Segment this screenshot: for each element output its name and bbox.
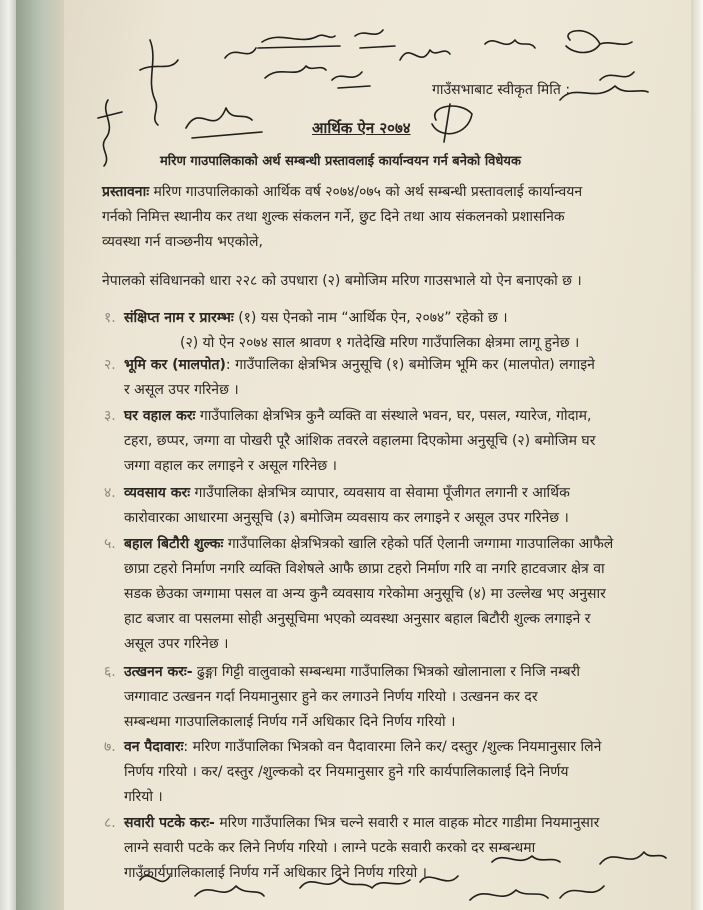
- section-line: असूल उपर गरिनेछ ।: [124, 636, 229, 652]
- signature-mid-center: [432, 104, 472, 142]
- section-heading: व्यवसाय करः: [124, 485, 191, 501]
- section-line: लाग्ने सवारी पटके कर लिने निर्णय गरियो । लाग्ने पटके सवारी करको दर सम्बन्धमा: [124, 840, 536, 856]
- section-number: ३.: [104, 408, 116, 424]
- signature-top-5: [355, 30, 395, 48]
- section-line: गाउँकार्यपालिकालाई निर्णय गर्ने अधिकार दिने निर्णय गरियो ।: [124, 865, 427, 881]
- section-line: : मरिण गाउँपालिका भित्रको वन पैदावारमा लिने कर/ दस्तुर /शुल्क नियमानुसार लिने: [183, 739, 602, 755]
- section-6: [124, 660, 580, 735]
- section-1: [124, 306, 579, 356]
- section-line: जग्गावाट उत्खनन गर्दा नियमानुसार हुने कर लगाउने निर्णय गरियो । उत्खनन कर दर: [124, 689, 538, 705]
- signature-mid-left: [186, 108, 262, 138]
- section-line: टहरा, छप्पर, जग्गा वा पोखरी पूरै आंशिक तवरले वहालमा दिएकोमा अनुसूचि (२) बमोजिम घर: [124, 433, 596, 449]
- section-line: गरियो ।: [124, 789, 163, 805]
- section-heading: वन पैदावारः: [124, 739, 184, 755]
- section-line: र असूल उपर गरिनेछ ।: [124, 382, 239, 398]
- section-line: गाउँपालिका क्षेत्रभित्र कुनै व्यक्ति वा संस्थाले भवन, घर, पसल, ग्यारेज, गोदाम,: [199, 408, 592, 424]
- section-4: [124, 481, 570, 531]
- section-line: मरिण गाउँपालिका भित्र चल्ने सवारी र माल वाहक मोटर गाडीमा नियमानुसार: [219, 815, 600, 831]
- signature-top-4: [265, 66, 326, 78]
- section-5: [124, 532, 613, 657]
- preamble-line: गर्नको निमित्त स्थानीय कर तथा शुल्क संकलन गर्ने, छुट दिने तथा आय संकलनको प्रशासनिक: [102, 209, 565, 225]
- section-number: ७.: [104, 739, 116, 755]
- section-number: ६.: [104, 664, 116, 680]
- section-number: २.: [104, 357, 116, 373]
- section-heading: बहाल बिटौरी शुल्कः: [124, 536, 224, 552]
- signature-top-2: [225, 48, 256, 58]
- preamble-paragraph: [102, 180, 582, 255]
- section-line: (२) यो ऐन २०७४ साल श्रावण १ गतेदेखि मरिण गाउँपालिका क्षेत्रमा लागू हुनेछ ।: [180, 335, 580, 351]
- section-line: छाप्रा टहरो निर्माण नगरि व्यक्ति विशेषले आफै छाप्रा टहरो निर्माण गरि वा नगरि हाटवजार क्षेत्र वा: [124, 561, 605, 577]
- bill-title: मरिण गाउपालिकाको अर्थ सम्बन्धी प्रस्तावलाई कार्यान्वयन गर्न बनेको विधेयक: [160, 154, 521, 169]
- section-line: : गाउँपालिका क्षेत्रभित्र अनुसूचि (१) बमोजिम भूमि कर (मालपोत) लगाइने: [225, 357, 595, 373]
- signature-top-1: [140, 40, 178, 125]
- section-heading: संक्षिप्त नाम र प्रारम्भः: [124, 310, 234, 326]
- signature-top-9: [566, 31, 632, 53]
- preamble-line: मरिण गाउपालिकाको आर्थिक वर्ष २०७४/०७५ को अर्थ सम्बन्धी प्रस्तावलाई कार्यान्वयन: [153, 184, 583, 200]
- preamble-label: प्रस्तावनाः: [102, 184, 150, 200]
- signature-top-3: [258, 35, 340, 48]
- section-7: [124, 735, 601, 810]
- approved-date-label: गाउँसभाबाट स्वीकृत मिति :: [432, 82, 571, 98]
- section-line: निर्णय गरियो । कर/ दस्तुर /शुल्कको दर नियमानुसार हुने गरि कार्यपालिकालाई दिने निर्णय: [124, 764, 569, 780]
- section-line: ढुङ्गा गिट्टी वालुवाको सम्बन्धमा गाउँपालिका भित्रको खोलानाला र निजि नम्बरी: [197, 664, 580, 680]
- signature-top-11: [600, 72, 634, 80]
- section-line: सम्बन्धमा गाउपालिकालाई निर्णय गर्ने अधिकार दिने निर्णय गरियो ।: [124, 714, 456, 730]
- section-line: जग्गा वहाल कर लगाइने र असूल गरिनेछ ।: [124, 458, 337, 474]
- section-line: कारोवारका आधारमा अनुसूचि (३) बमोजिम व्यवसाय कर लगाइने र असूल उपर गरिनेछ ।: [124, 510, 569, 526]
- act-title: आर्थिक ऐन २०७४: [312, 119, 411, 137]
- signature-top-8: [485, 40, 535, 48]
- section-line: (१) यस ऐनको नाम “आर्थिक ऐन, २०७४” रहेको छ ।: [238, 310, 508, 326]
- section-number: ४.: [104, 485, 116, 501]
- section-line: सडक छेउका जग्गामा पसल वा अन्य कुनै व्यवसाय गरेकोमा अनुसूचि (४) मा उल्लेख भए अनुसार: [124, 586, 606, 602]
- section-2: [124, 353, 595, 403]
- section-number: ५.: [104, 536, 116, 552]
- section-number: ८.: [104, 815, 116, 831]
- section-line: हाट बजार वा पसलमा सोही अनुसूचिमा भएको व्यवस्था अनुसार बहाल बिटौरी शुल्क लगाइने र: [124, 611, 591, 627]
- signature-top-10: [560, 86, 648, 100]
- section-8: [124, 811, 599, 886]
- section-heading: सवारी पटके करः-: [124, 815, 215, 831]
- section-line: गाउँपालिका क्षेत्रभित्रको खालि रहेको पर्ति ऐलानी जग्गामा गाउपालिका आफैले: [227, 536, 614, 552]
- section-number: १.: [104, 310, 116, 326]
- section-heading: भूमि कर (मालपोत): [124, 357, 226, 373]
- section-3: [124, 404, 595, 479]
- enactment-clause: नेपालको संविधानको धारा २२८ को उपधारा (२) बमोजिम मरिण गाउसभाले यो ऐन बनाएको छ ।: [102, 273, 582, 289]
- section-heading: उत्खनन करः-: [124, 664, 193, 680]
- signature-top-7: [400, 50, 450, 60]
- section-heading: घर वहाल करः: [124, 408, 196, 424]
- signature-top-6: [332, 72, 370, 88]
- preamble-line: व्यवस्था गर्न वाञ्छनीय भएकोले,: [102, 234, 263, 250]
- signature-left-margin: [98, 100, 122, 166]
- section-line: गाउँपालिका क्षेत्रभित्र व्यापार, व्यवसाय वा सेवामा पूँजीगत लगानी र आर्थिक: [194, 485, 570, 501]
